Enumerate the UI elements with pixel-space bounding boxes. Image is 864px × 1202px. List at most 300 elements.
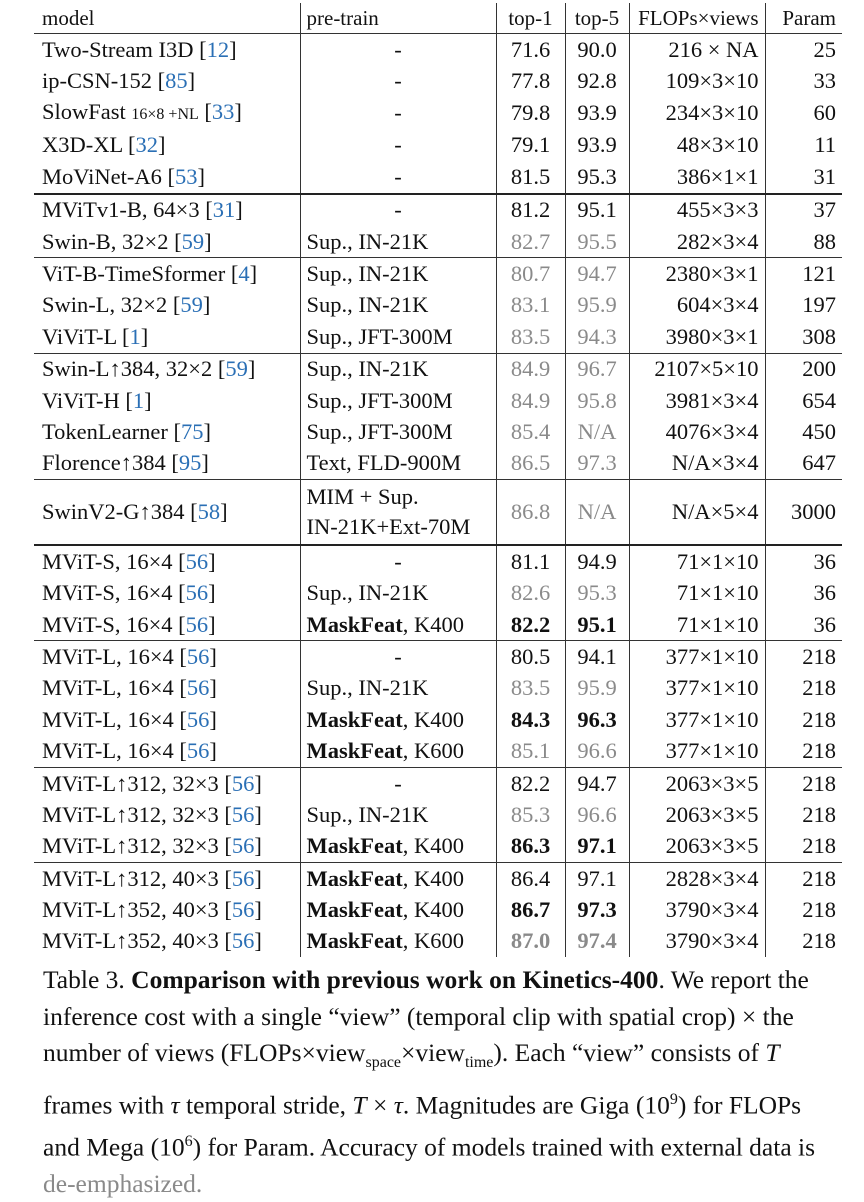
- model-name: MViT-L↑312, 32×3: [42, 833, 219, 859]
- cell-param: 218: [765, 831, 842, 863]
- cell-top1: 83.5: [496, 321, 565, 353]
- cell-top5: 93.9: [565, 130, 629, 161]
- model-variant: 16×8 +NL: [131, 105, 199, 123]
- cell-param: 218: [765, 735, 842, 767]
- table-row: [34, 894, 842, 925]
- model-name: MViT-S, 16×4: [42, 580, 173, 606]
- pretrain-text: MIM + Sup.: [306, 484, 419, 510]
- cell-top5: 95.8: [565, 385, 629, 416]
- cell-model: MViTv1-B, 64×3 [31]: [34, 194, 300, 226]
- cell-flops: 3981×3×4: [629, 385, 765, 416]
- cell-model: ip-CSN-152 [85]: [42, 68, 196, 94]
- cell-model: Swin-B, 32×2 [59]: [42, 228, 212, 254]
- table-row: [34, 641, 842, 673]
- cell-pretrain: [300, 704, 496, 735]
- pretrain-dataset: , K400: [402, 833, 464, 859]
- header-param: Param: [765, 3, 842, 34]
- cell-flops: 377×1×10: [629, 673, 765, 704]
- table-row: [34, 97, 842, 130]
- cell-param: 218: [765, 767, 842, 799]
- cell-param: 88: [765, 226, 842, 258]
- cell-top1: 82.2: [496, 609, 565, 641]
- table-row: [34, 609, 842, 641]
- table-row: [34, 767, 842, 799]
- cell-top5: 93.9: [565, 97, 629, 130]
- model-name: MViT-S, 16×4: [42, 611, 173, 637]
- pretrain-text: Sup., IN-21K: [306, 356, 429, 382]
- citation-link[interactable]: 56: [186, 706, 210, 732]
- cell-param: 11: [765, 130, 842, 161]
- cell-param: 121: [765, 258, 842, 290]
- cell-top1: 86.8: [496, 480, 565, 546]
- cell-pretrain: [300, 34, 496, 66]
- citation-link[interactable]: 59: [225, 356, 248, 382]
- cell-top1: 82.2: [496, 767, 565, 799]
- cell-top1: 82.7: [496, 226, 565, 258]
- cell-pretrain: [300, 862, 496, 894]
- citation-link[interactable]: 32: [135, 132, 159, 158]
- cell-param: 36: [765, 577, 842, 608]
- cell-top5: 97.1: [565, 862, 629, 894]
- cell-param: 37: [765, 194, 842, 226]
- cell-flops: 2063×3×5: [629, 799, 765, 830]
- citation-link[interactable]: 1: [132, 387, 145, 413]
- cell-model: MViT-L↑312, 32×3 [56]: [42, 801, 262, 827]
- pretrain-method: MaskFeat: [306, 611, 403, 637]
- cell-model: X3D-XL [32]: [42, 132, 166, 158]
- table-row: [34, 735, 842, 767]
- cell-top5: 94.7: [565, 767, 629, 799]
- pretrain-text: Sup., IN-21K: [306, 580, 429, 606]
- table-row: [34, 321, 842, 353]
- cell-pretrain: [300, 926, 496, 957]
- cell-top1: 77.8: [496, 65, 565, 96]
- caption-title: Comparison with previous work on Kinetics-400: [131, 965, 659, 994]
- table-row: [34, 862, 842, 894]
- cell-model: MoViNet-A6 [53]: [42, 163, 206, 189]
- model-name: X3D-XL: [42, 132, 123, 158]
- cell-top5: 96.6: [565, 799, 629, 830]
- pretrain-text: -: [394, 36, 402, 62]
- table-row: [34, 926, 842, 957]
- pretrain-text: -: [394, 548, 402, 574]
- table-row: [34, 416, 842, 447]
- table-row: [34, 577, 842, 608]
- cell-flops: 3790×3×4: [629, 894, 765, 925]
- cell-top5: N/A: [565, 480, 629, 546]
- cell-top5: 94.7: [565, 258, 629, 290]
- citation-link[interactable]: 58: [197, 499, 221, 525]
- citation-link[interactable]: 53: [175, 163, 198, 189]
- cell-flops: 2828×3×4: [629, 862, 765, 894]
- table-row: [34, 673, 842, 704]
- cell-top1: 84.9: [496, 385, 565, 416]
- cell-pretrain: [300, 767, 496, 799]
- header-pretrain: pre-train: [300, 3, 496, 34]
- pretrain-text: Sup., IN-21K: [306, 228, 429, 254]
- cell-flops: 3980×3×1: [629, 321, 765, 353]
- citation-link[interactable]: 56: [231, 897, 255, 923]
- citation-link[interactable]: 95: [178, 450, 202, 476]
- cell-top5: N/A: [565, 416, 629, 447]
- table-row: [34, 545, 842, 577]
- cell-flops: 377×1×10: [629, 641, 765, 673]
- pretrain-text: Sup., IN-21K: [306, 261, 429, 287]
- cell-model: MViT-L↑312, 32×3 [56]: [34, 767, 300, 799]
- cell-pretrain: [300, 97, 496, 130]
- cell-pretrain: [300, 448, 496, 480]
- cell-pretrain: [300, 545, 496, 577]
- model-name: MViT-L↑312, 32×3: [42, 770, 219, 796]
- cell-flops: 234×3×10: [629, 97, 765, 130]
- cell-top1: 84.3: [496, 704, 565, 735]
- pretrain-method: MaskFeat: [306, 865, 403, 891]
- pretrain-method: MaskFeat: [306, 897, 403, 923]
- cell-flops: 282×3×4: [629, 226, 765, 258]
- cell-top1: 80.5: [496, 641, 565, 673]
- cell-model: TokenLearner [75]: [42, 418, 211, 444]
- cell-top5: 90.0: [565, 34, 629, 66]
- citation-link[interactable]: 56: [231, 833, 255, 859]
- pretrain-dataset: , K400: [402, 865, 464, 891]
- cell-model: SlowFast 16×8 +NL [33]: [42, 98, 242, 124]
- citation-link[interactable]: 56: [231, 801, 255, 827]
- caption-math-T1: T: [765, 1038, 780, 1067]
- cell-model: MViT-L, 16×4 [56]: [42, 738, 217, 764]
- cell-top1: 83.1: [496, 290, 565, 321]
- table-row: [34, 290, 842, 321]
- cell-top1: 86.5: [496, 448, 565, 480]
- cell-top5: 96.6: [565, 735, 629, 767]
- cell-flops: 71×1×10: [629, 545, 765, 577]
- cell-param: 200: [765, 353, 842, 385]
- pretrain-method: MaskFeat: [306, 928, 403, 954]
- cell-flops: 71×1×10: [629, 609, 765, 641]
- cell-top1: 85.3: [496, 799, 565, 830]
- cell-flops: 2063×3×5: [629, 767, 765, 799]
- cell-param: 218: [765, 704, 842, 735]
- cell-flops: 377×1×10: [629, 735, 765, 767]
- caption-text-9: ) for Param. Accuracy of models trained with external data is: [192, 1132, 816, 1162]
- caption-deemphasized: de-emphasized.: [43, 1168, 203, 1198]
- cell-model: MViT-S, 16×4 [56]: [42, 580, 216, 606]
- model-name: Swin-L↑384, 32×2: [42, 356, 213, 382]
- cell-top5: 95.9: [565, 290, 629, 321]
- model-name: MViT-L↑352, 40×3: [42, 928, 219, 954]
- cell-top5: 95.9: [565, 673, 629, 704]
- caption-text-4: frames with: [43, 1090, 171, 1120]
- table-row: [34, 65, 842, 96]
- cell-param: 31: [765, 161, 842, 193]
- cell-pretrain: [300, 65, 496, 96]
- model-name: MViTv1-B, 64×3: [42, 197, 200, 223]
- model-name: MViT-L, 16×4: [42, 643, 174, 669]
- cell-flops: 2063×3×5: [629, 831, 765, 863]
- pretrain-dataset: , K400: [402, 897, 464, 923]
- cell-top5: 95.5: [565, 226, 629, 258]
- table-row: [34, 194, 842, 226]
- cell-model: MViT-S, 16×4 [56]: [34, 545, 300, 577]
- model-name: MViT-L↑312, 32×3: [42, 801, 219, 827]
- table-row: [34, 34, 842, 66]
- cell-top5: 97.3: [565, 894, 629, 925]
- citation-link[interactable]: 12: [206, 36, 230, 62]
- cell-flops: 109×3×10: [629, 65, 765, 96]
- cell-top5: 95.1: [565, 609, 629, 641]
- citation-link[interactable]: 56: [231, 865, 255, 891]
- cell-top5: 95.3: [565, 577, 629, 608]
- pretrain-text: -: [394, 197, 402, 223]
- caption-sub-time: time: [464, 1054, 494, 1072]
- cell-pretrain: [300, 321, 496, 353]
- cell-param: 25: [765, 34, 842, 66]
- caption-text-3: ). Each “view” consists of: [493, 1038, 766, 1067]
- cell-param: 218: [765, 799, 842, 830]
- cell-model: MViT-S, 16×4 [56]: [42, 611, 216, 637]
- cell-top5: 97.3: [565, 448, 629, 480]
- cell-model: Swin-L, 32×2 [59]: [42, 292, 211, 318]
- header-top1: top-1: [496, 3, 565, 34]
- caption-text-8: ) for FLOPs and Mega (10: [43, 1090, 802, 1162]
- cell-flops: 2107×5×10: [629, 353, 765, 385]
- cell-flops: 3790×3×4: [629, 926, 765, 957]
- cell-model: MViT-L, 16×4 [56]: [42, 675, 217, 701]
- cell-model: MViT-L, 16×4 [56]: [42, 706, 217, 732]
- cell-top1: 81.5: [496, 161, 565, 193]
- caption-sup-9: 9: [669, 1090, 678, 1108]
- cell-pretrain: [300, 416, 496, 447]
- cell-top5: 95.3: [565, 161, 629, 193]
- table-caption: [43, 962, 843, 1202]
- table-row: [34, 799, 842, 830]
- cell-param: 36: [765, 609, 842, 641]
- model-name: SwinV2-G↑384: [42, 499, 185, 525]
- pretrain-text: Sup., IN-21K: [306, 675, 429, 701]
- pretrain-dataset: , K600: [402, 928, 464, 954]
- cell-param: 308: [765, 321, 842, 353]
- citation-link[interactable]: 56: [186, 738, 210, 764]
- cell-top1: 85.4: [496, 416, 565, 447]
- caption-label: Table 3.: [43, 965, 125, 994]
- header-row: [34, 3, 842, 34]
- cell-pretrain: [300, 258, 496, 290]
- cell-top1: 86.3: [496, 831, 565, 863]
- cell-pretrain: [300, 226, 496, 258]
- cell-top5: 96.3: [565, 704, 629, 735]
- cell-flops: 2380×3×1: [629, 258, 765, 290]
- cell-top1: 85.1: [496, 735, 565, 767]
- cell-model: ViViT-H [1]: [42, 387, 152, 413]
- cell-top1: 71.6: [496, 34, 565, 66]
- cell-flops: 4076×3×4: [629, 416, 765, 447]
- cell-param: 218: [765, 862, 842, 894]
- cell-top1: 87.0: [496, 926, 565, 957]
- caption-math-tau2: τ: [393, 1090, 403, 1120]
- cell-param: 60: [765, 97, 842, 130]
- cell-pretrain: [300, 194, 496, 226]
- cell-pretrain: [300, 673, 496, 704]
- cell-flops: 216 × NA: [629, 34, 765, 66]
- citation-link[interactable]: 56: [186, 675, 210, 701]
- cell-pretrain: [300, 735, 496, 767]
- cell-top1: 81.2: [496, 194, 565, 226]
- model-name: TokenLearner: [42, 418, 168, 444]
- cell-flops: N/A×5×4: [629, 480, 765, 546]
- cell-pretrain: [300, 577, 496, 608]
- cell-pretrain: [300, 353, 496, 385]
- pretrain-text: -: [394, 163, 402, 189]
- cell-flops: 48×3×10: [629, 130, 765, 161]
- cell-flops: 377×1×10: [629, 704, 765, 735]
- pretrain-text: Sup., IN-21K: [306, 292, 429, 318]
- cell-pretrain: [300, 385, 496, 416]
- cell-top5: 92.8: [565, 65, 629, 96]
- cell-flops: 386×1×1: [629, 161, 765, 193]
- model-name: ViViT-H: [42, 387, 120, 413]
- cell-top1: 86.7: [496, 894, 565, 925]
- cell-top5: 94.1: [565, 641, 629, 673]
- pretrain-text: -: [394, 68, 402, 94]
- cell-param: 197: [765, 290, 842, 321]
- model-name: MViT-L↑312, 40×3: [42, 865, 219, 891]
- cell-pretrain: [300, 290, 496, 321]
- cell-top1: 79.1: [496, 130, 565, 161]
- pretrain-text: -: [394, 100, 402, 126]
- citation-link[interactable]: 85: [165, 68, 188, 94]
- cell-model: ViT-B-TimeSformer [4]: [34, 258, 300, 290]
- cell-param: 450: [765, 416, 842, 447]
- cell-pretrain: [300, 161, 496, 193]
- cell-top1: 80.7: [496, 258, 565, 290]
- cell-top5: 96.7: [565, 353, 629, 385]
- cell-flops: N/A×3×4: [629, 448, 765, 480]
- cell-flops: 71×1×10: [629, 577, 765, 608]
- cell-param: 3000: [765, 480, 842, 546]
- pretrain-text: Sup., JFT-300M: [306, 418, 453, 444]
- citation-link[interactable]: 33: [211, 98, 235, 124]
- pretrain-text: Sup., JFT-300M: [306, 323, 453, 349]
- table-row: [34, 448, 842, 480]
- caption-text-2: ×view: [401, 1038, 465, 1067]
- cell-top5: 97.4: [565, 926, 629, 957]
- cell-pretrain: [300, 609, 496, 641]
- pretrain-method: MaskFeat: [306, 833, 403, 859]
- cell-top1: 79.8: [496, 97, 565, 130]
- pretrain-text: Text, FLD-900M: [306, 450, 462, 476]
- caption-text-7: . Magnitudes are Giga (10: [402, 1090, 670, 1120]
- cell-param: 654: [765, 385, 842, 416]
- cell-model: ViViT-L [1]: [42, 323, 149, 349]
- citation-link[interactable]: 1: [129, 323, 141, 349]
- citation-link[interactable]: 59: [181, 228, 205, 254]
- model-name: MoViNet-A6: [42, 163, 162, 189]
- citation-link[interactable]: 56: [185, 611, 209, 637]
- pretrain-method: MaskFeat: [306, 738, 403, 764]
- cell-param: 33: [765, 65, 842, 96]
- cell-param: 36: [765, 545, 842, 577]
- pretrain-text: -: [394, 132, 402, 158]
- table-row: [34, 226, 842, 258]
- cell-model: Swin-L↑384, 32×2 [59]: [34, 353, 300, 385]
- citation-link[interactable]: 56: [231, 928, 255, 954]
- cell-param: 218: [765, 894, 842, 925]
- cell-param: 218: [765, 641, 842, 673]
- model-name: MViT-L↑352, 40×3: [42, 897, 219, 923]
- cell-top5: 94.9: [565, 545, 629, 577]
- model-name: Swin-L, 32×2: [42, 292, 168, 318]
- table-row: [34, 704, 842, 735]
- cell-pretrain: [300, 894, 496, 925]
- model-name: MViT-L, 16×4: [42, 706, 174, 732]
- header-top5: top-5: [565, 3, 629, 34]
- table-row: [34, 353, 842, 385]
- model-name: MViT-L, 16×4: [42, 675, 174, 701]
- table-row: [34, 161, 842, 193]
- table-body: [34, 34, 842, 958]
- pretrain-text: Sup., IN-21K: [306, 801, 429, 827]
- cell-pretrain: [300, 130, 496, 161]
- citation-link[interactable]: 59: [180, 292, 203, 318]
- cell-top1: 81.1: [496, 545, 565, 577]
- table-row: [34, 480, 842, 546]
- cell-top5: 94.3: [565, 321, 629, 353]
- table-row: [34, 831, 842, 863]
- cell-param: 647: [765, 448, 842, 480]
- model-name: Swin-B, 32×2: [42, 228, 169, 254]
- citation-link[interactable]: 56: [231, 770, 255, 796]
- model-name: ViViT-L: [42, 323, 117, 349]
- citation-link[interactable]: 4: [238, 261, 250, 287]
- model-name: MViT-S, 16×4: [42, 548, 173, 574]
- pretrain-method: MaskFeat: [306, 706, 403, 732]
- pretrain-text: -: [394, 643, 402, 669]
- cell-flops: 604×3×4: [629, 290, 765, 321]
- cell-model: MViT-L↑352, 40×3 [56]: [42, 897, 262, 923]
- citation-link[interactable]: 31: [212, 197, 236, 223]
- cell-pretrain: [300, 799, 496, 830]
- caption-text-6: ×: [366, 1090, 394, 1120]
- model-name: SlowFast: [42, 98, 126, 124]
- model-name: Two-Stream I3D: [42, 36, 194, 62]
- cell-model: MViT-L↑312, 40×3 [56]: [34, 862, 300, 894]
- caption-text-5: temporal stride,: [179, 1090, 353, 1120]
- table-row: [34, 258, 842, 290]
- cell-param: 218: [765, 926, 842, 957]
- caption-sup-6: 6: [184, 1132, 193, 1150]
- caption-math-tau1: τ: [170, 1090, 180, 1120]
- citation-link[interactable]: 56: [185, 580, 209, 606]
- caption-sub-space: space: [365, 1054, 402, 1072]
- cell-top1: 83.5: [496, 673, 565, 704]
- pretrain-dataset: , K400: [402, 611, 464, 637]
- citation-link[interactable]: 75: [180, 418, 204, 444]
- model-name: MViT-L, 16×4: [42, 738, 174, 764]
- header-model: model: [34, 3, 300, 34]
- citation-link[interactable]: 56: [185, 548, 209, 574]
- citation-link[interactable]: 56: [186, 643, 210, 669]
- cell-pretrain: [300, 480, 496, 546]
- table-row: [34, 130, 842, 161]
- header-flops: FLOPs×views: [629, 3, 765, 34]
- cell-top5: 95.1: [565, 194, 629, 226]
- cell-model: MViT-L↑352, 40×3 [56]: [42, 928, 262, 954]
- cell-model: Two-Stream I3D [12]: [42, 36, 237, 62]
- caption-math-T2: T: [352, 1090, 367, 1120]
- cell-pretrain: [300, 831, 496, 863]
- pretrain-text-line2: IN-21K+Ext-70M: [306, 514, 471, 540]
- table-row: [34, 385, 842, 416]
- cell-top1: 82.6: [496, 577, 565, 608]
